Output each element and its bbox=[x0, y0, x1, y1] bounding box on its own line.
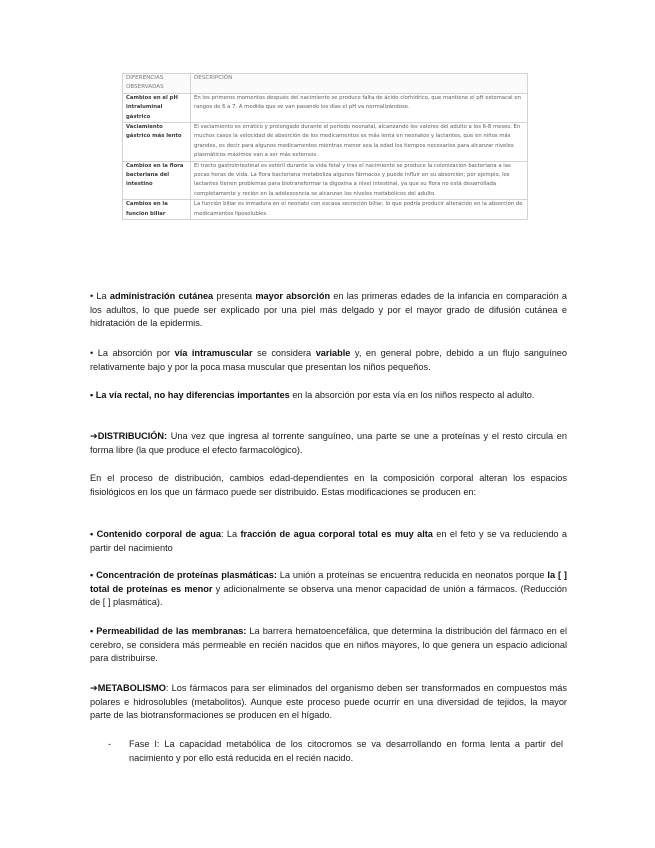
table-header-row bbox=[123, 74, 528, 94]
table-row bbox=[123, 93, 528, 122]
row-key: Cambios en el pH intraluminal gástrico bbox=[123, 93, 191, 122]
list-dash: - bbox=[108, 739, 112, 749]
paragraph-metabolism: ➔METABOLISMO: Los fármacos para ser eliminados del organismo deben ser transformados en compuestos más polares e hidrosolubles (metabolitos). Aunque este proceso puede ocurrir en una diversidad de tejidos, la mayor parte de las biotransformaciones se producen en el hígado. bbox=[90, 683, 567, 721]
paragraph-body-water: • Contenido corporal de agua: La fracción de agua corporal total es muy alta en el feto y se va reduciendo a partir del nacimiento bbox=[90, 529, 567, 553]
paragraph-distribution-intro: En el proceso de distribución, cambios edad-dependientes en la composición corporal alteran los espacios fisiológicos en los que un fármaco puede ser distribuido. Estas modificaciones se producen en: bbox=[90, 473, 567, 497]
row-description: En los primeros momentos después del nacimiento se produce falta de ácido clorhídrico, que mantiene el pH estomacal en rangos de 6 a 7. A medida que se van pasando los días el pH va normalizándose. bbox=[191, 93, 528, 122]
paragraph-distribution: ➔DISTRIBUCIÓN: Una vez que ingresa al torrente sanguíneo, una parte se une a proteínas y el resto circula en forma libre (la que produce el efecto farmacológico). bbox=[90, 431, 567, 455]
paragraph-membrane-permeability: • Permeabilidad de las membranas: La barrera hematoencefálica, que determina la distribución del fármaco en el cerebro, se considera más permeable en recién nacidos que en niños mayores, lo que genera un espacio adicional para distribuirse. bbox=[90, 626, 567, 664]
table-header-description: DESCRIPCIÓN bbox=[191, 74, 528, 94]
row-description: El tracto gastrointestinal es estéril durante la vida fetal y tras el nacimiento se produce la colonización bacteriana a las pocas horas de vida. La flora bacteriana metaboliza algunos fármacos y puede influir en su absorción; por ejemplo, los lactantes tienen problemas para biotransformar la digoxina a nivel intestinal, ya que su flora no está desarrollada completamente y recién en la adolescencia se alcanzan los niveles metabólicos del adulto. bbox=[191, 161, 528, 200]
paragraph-intramuscular: • La absorción por vía intramuscular se considera variable y, en general pobre, debido a un flujo sanguíneo relativamente bajo y por la poca masa muscular que presentan los niños pequeños. bbox=[90, 348, 568, 372]
row-description: El vaciamiento es errático y prolongado durante el período neonatal, alcanzando los valores del adulto a los 6-8 meses. En muchos casos la velocidad de absorción de los medicamentos es más lenta en neonatos y lactantes, que en niños más grandes, es decir para algunos medicamentos mientras menor sea la edad los tiempos necesarios para alcanzar niveles plasmáticos máximos van a ser más extensos. bbox=[191, 123, 528, 162]
paragraph-rectal: • La vía rectal, no hay diferencias importantes en la absorción por esta vía en los niños respecto al adulto. bbox=[90, 390, 535, 400]
row-key: Cambios en la flora bacteriana del intestino bbox=[123, 161, 191, 200]
differences-table bbox=[122, 73, 528, 220]
table-row bbox=[123, 161, 528, 200]
table-row bbox=[123, 123, 528, 162]
paragraph-cutaneous: • La administración cutánea presenta mayor absorción en las primeras edades de la infancia en comparación a los adultos, lo que puede ser explicado por una piel más delgado y por el mayor grado de difusión cutánea e hidratación de la epidermis. bbox=[90, 291, 568, 329]
paragraph-plasma-proteins: • Concentración de proteínas plasmáticas: La unión a proteínas se encuentra reducida en neonatos porque la [ ] total de proteínas es menor y adicionalmente se observa una menor capacidad de unión a fármacos. (Reducción de [ ] plasmática). bbox=[90, 570, 567, 608]
row-description: La función biliar es inmadura en el neonato con escasa secreción biliar, lo que podría producir alteración en la absorción de medicamentos liposolubles. bbox=[191, 200, 528, 220]
phase-1-text: Fase I: La capacidad metabólica de los citocromos se va desarrollando en forma lenta a partir del nacimiento y por ello está reducida en el recién nacido. bbox=[129, 739, 563, 763]
table-row bbox=[123, 200, 528, 220]
row-key: Cambios en la función biliar bbox=[123, 200, 191, 220]
table-header-differences: DIFERENCIAS OBSERVADAS bbox=[123, 74, 191, 94]
row-key: Vaciamiento gástrico más lento bbox=[123, 123, 191, 162]
